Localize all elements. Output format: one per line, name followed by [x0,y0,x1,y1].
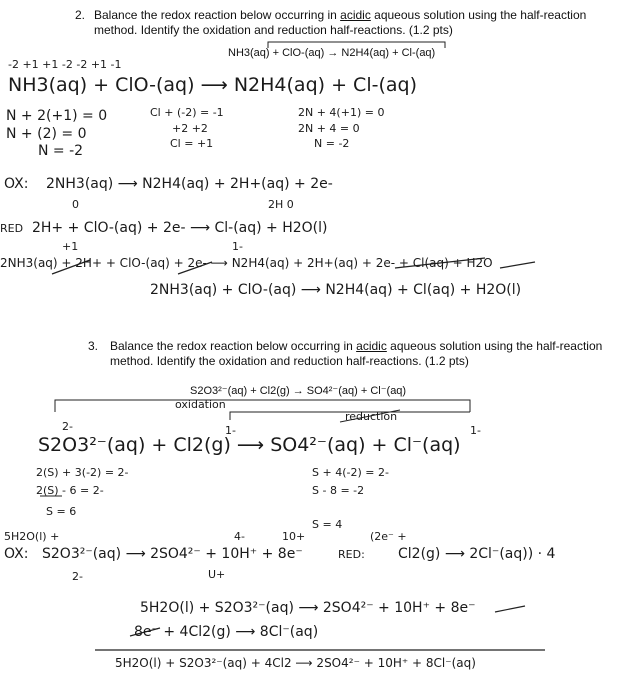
calc-n-n2h4-3: N = -2 [314,137,350,150]
calc-s-s2o3-1: 2(S) + 3(-2) = 2- [36,466,129,479]
ox-above-mid: 4- [234,530,245,543]
problem-2-printed-equation: NH3(aq) + ClO-(aq) → N2H4(aq) + Cl-(aq) [228,47,436,59]
ox-half-reaction-2: 2NH3(aq) ⟶ N2H4(aq) + 2H+(aq) + 2e- [46,176,333,192]
calc-s-s2o3-2: 2(S) - 6 = 2- [36,484,104,497]
red-prefix-3: (2e⁻ + [370,530,407,543]
ox-under-left: 0 [72,198,79,211]
problem-2-instructions-line2: method. Identify the oxidation and reduction half-reactions. (1.2 pts) [94,23,453,37]
sum-equation-2: 2NH3(aq) + 2H+ + ClO-(aq) + 2e- ⟶ N2H4(aq) + 2H+(aq) + 2e- + Cl(aq) + H2O [0,256,493,270]
red-half-reaction-3: Cl2(g) ⟶ 2Cl⁻(aq)) · 4 [398,546,556,562]
ox-under-right: 2H 0 [268,198,294,211]
cancel-8e-top [495,606,525,612]
charge-s2o3: 2- [62,420,73,433]
ox-half-reaction-3: S2O3²⁻(aq) ⟶ 2SO4²⁻ + 10H⁺ + 8e⁻ [42,546,303,562]
problem-2-main-equation: NH3(aq) + ClO-(aq) ⟶ N2H4(aq) + Cl-(aq) [8,74,417,96]
calc-s-so4-3: S = 4 [312,518,343,531]
ox-above-right: 10+ [282,530,306,543]
instr-text: Balance the redox reaction below occurring in [94,8,341,22]
instr-text-end: aqueous solution using the half-reaction [386,339,603,353]
calc-cl-clo-1: Cl + (-2) = -1 [150,106,224,119]
ox-numbers-row: -2 +1 +1 -2 -2 +1 -1 [8,58,122,71]
charge-cl2: 1- [225,424,236,437]
calc-s-s2o3-3: S = 6 [46,505,77,518]
acidic-word: acidic [340,8,371,22]
problem-3-instructions-line1 [110,339,602,353]
acidic-word: acidic [356,339,387,353]
problem-2-instructions-line1 [94,8,586,22]
red-label-3: RED: [338,548,365,561]
problem-2-number: 2. [75,8,86,22]
sum-line-1: 5H2O(l) + S2O3²⁻(aq) ⟶ 2SO4²⁻ + 10H⁺ + 8e⁻ [140,600,476,616]
problem-3-printed-equation: S2O3²⁻(aq) + Cl2(g) → SO4²⁻(aq) + Cl⁻(aq) [190,385,407,397]
calc-cl-clo-2: +2 +2 [172,122,208,135]
final-equation-3: 5H2O(l) + S2O3²⁻(aq) + 4Cl2 ⟶ 2SO4²⁻ + 10H⁺ + 8Cl⁻(aq) [115,656,476,670]
ox-under-3: 2- [72,570,83,583]
calc-s-so4-1: S + 4(-2) = 2- [312,466,389,479]
h2o-note: 5H2O(l) + [4,530,60,543]
ox-label-2: OX: [4,176,29,192]
calc-n-nh3-3: N = -2 [38,143,84,159]
calc-n-n2h4-2: 2N + 4 = 0 [298,122,360,135]
calc-n-nh3-2: N + (2) = 0 [6,126,87,142]
red-half-reaction-2: 2H+ + ClO-(aq) + 2e- ⟶ Cl-(aq) + H2O(l) [32,220,328,236]
red-label-2: RED [0,222,24,235]
problem-3-instructions-line2: method. Identify the oxidation and reduction half-reactions. (1.2 pts) [110,354,469,368]
bracket-oxidation-reduction [55,400,470,412]
ox-under-mid: U+ [208,568,226,581]
problem-3-number: 3. [88,339,99,353]
ox-label-3: OX: [4,546,29,562]
oxidation-label: oxidation [175,398,226,411]
calc-n-n2h4-1: 2N + 4(+1) = 0 [298,106,385,119]
red-under-right: 1- [232,240,243,253]
instr-text-end: aqueous solution using the half-reaction [370,8,587,22]
cancel-2e-right [500,262,535,268]
calc-s-so4-2: S - 8 = -2 [312,484,365,497]
charge-cl: 1- [470,424,481,437]
problem-3-main-equation: S2O3²⁻(aq) + Cl2(g) ⟶ SO4²⁻(aq) + Cl⁻(aq) [38,434,461,456]
calc-cl-clo-3: Cl = +1 [170,137,214,150]
sum-line-2: 8e⁻ + 4Cl2(g) ⟶ 8Cl⁻(aq) [134,624,319,640]
calc-n-nh3-1: N + 2(+1) = 0 [6,108,108,124]
red-under-left: +1 [62,240,79,253]
final-equation-2: 2NH3(aq) + ClO-(aq) ⟶ N2H4(aq) + Cl(aq) + H2O(l) [150,282,522,298]
instr-text: Balance the redox reaction below occurring in [110,339,357,353]
reduction-label: reduction [345,410,398,423]
